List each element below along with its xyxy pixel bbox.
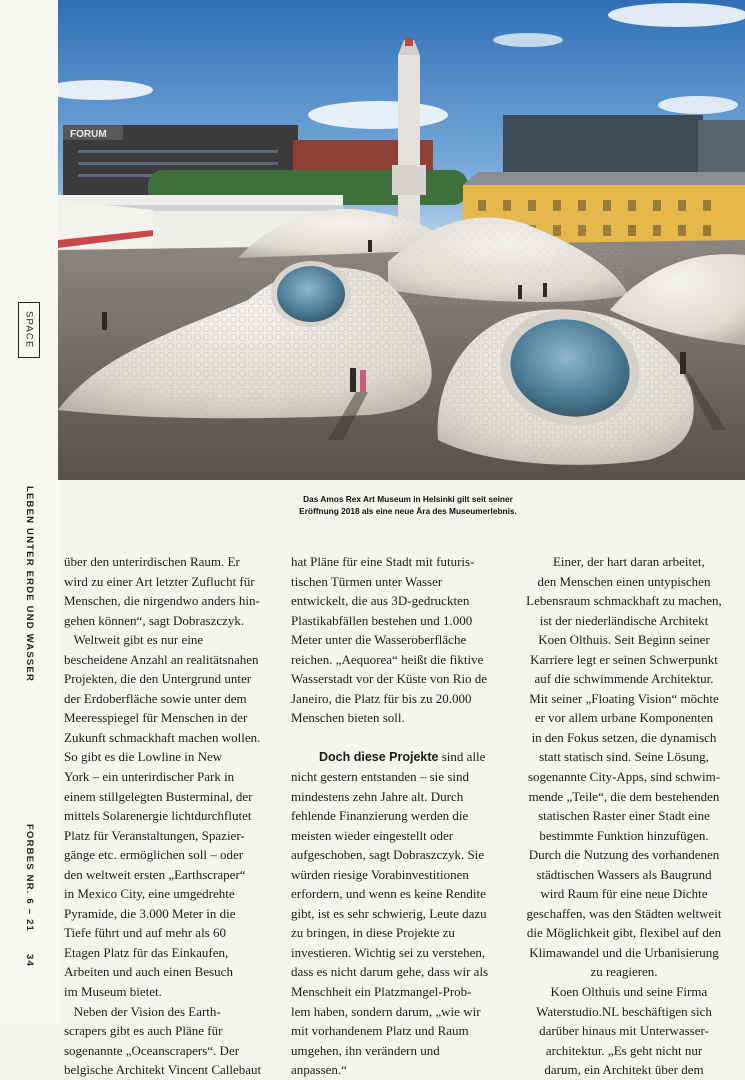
text-line: aufgeschoben, sagt Dobraszczyk. Sie [291, 847, 485, 863]
text-line: ist der niederländische Architekt [539, 612, 709, 628]
text-line: Meter unter die Wasseroberfläche [291, 632, 467, 648]
text-line: würden riesige Vorabinvestitionen [291, 866, 469, 882]
text-line: scrapers gibt es auch Pläne für [64, 1023, 223, 1039]
text-column-1 [64, 552, 280, 1080]
text-line: Menschen, die nirgendwo anders hin- [64, 593, 260, 609]
text-line: So gibt es die Lowline in New [64, 749, 223, 765]
text-line: im Museum bietet. [64, 984, 162, 1000]
text-line: umgehen, ihn verändern und [291, 1042, 440, 1058]
text-line: die Möglichkeit gibt, flexibel auf den [526, 925, 722, 941]
text-line: mende „Teile“, die dem bestehenden [528, 788, 720, 804]
text-line: statischen Raster einer Stadt eine [538, 808, 710, 824]
text-line: lem haben, sondern darum, „wie wir [291, 1003, 481, 1019]
text-line: statt statisch sind. Seine Lösung, [539, 749, 709, 765]
text-line: er vor allem urbane Komponenten [534, 710, 714, 726]
text-line: Menschheit ein Platzmangel-Prob- [291, 984, 472, 1000]
text-line: hat Pläne für eine Stadt mit futuris- [291, 554, 475, 569]
museum-photo [58, 0, 745, 480]
text-line: gibt, ist es sehr schwierig, Leute dazu [291, 905, 487, 921]
text-line: Karriere legt er seinen Schwerpunkt [530, 651, 718, 667]
lead-in-bold: Doch diese Projekte [319, 750, 439, 765]
text-line: mittels Solarenergie lichtdurchflutet [64, 808, 252, 824]
caption-line: Das Amos Rex Art Museum in Helsinki gilt seit seiner [303, 494, 513, 504]
text-line: Neben der Vision des Earth- [64, 1003, 221, 1019]
text-line: mindestens zehn Jahre alt. Durch [291, 788, 464, 804]
text-line: Janeiro, die Platz für bis zu 20.000 [291, 690, 472, 706]
text-line: Etagen Platz für das Einkaufen, [64, 944, 229, 960]
text-line: wird zu einer Art letzter Zuflucht für [64, 573, 255, 589]
page-number: 34 [24, 954, 35, 967]
text-line: Projekten, die den Untergrund unter [64, 671, 252, 687]
text-line: Durch die Nutzung des vorhandenen [528, 847, 720, 863]
text-line: Pyramide, die 3.000 Meter in die [64, 905, 236, 921]
text-line: Menschen bieten soll. [291, 710, 405, 726]
cloud [493, 33, 563, 47]
text-line: in Mexico City, eine umgedrehte [64, 886, 235, 902]
text-line: Koen Olthuis und seine Firma [540, 984, 708, 1000]
text-line: Mit seiner „Floating Vision“ möchte [529, 690, 719, 706]
text-column-2 [291, 552, 506, 1080]
text-line: Zukunft schmackhaft machen wollen. [64, 729, 261, 745]
text-line: fehlende Finanzierung werden die [291, 808, 469, 824]
text-line: sogenannte „Oceanscrapers“. Der [64, 1042, 240, 1058]
cloud [658, 96, 738, 114]
caption-line: Eröffnung 2018 als eine neue Ära des Museumerlebnis. [299, 505, 517, 516]
text-line: darüber hinaus mit Unterwasser- [539, 1023, 709, 1039]
text-line: tischen Türmen unter Wasser [291, 573, 443, 589]
text-line: zu bringen, in diese Projekte zu [291, 925, 455, 941]
text-line: den weltweit ersten „Earthscraper“ [64, 866, 246, 882]
cloud [308, 101, 448, 129]
text-line: anpassen.“ [291, 1062, 347, 1078]
text-line: bescheidene Anzahl an realitätsnahen [64, 651, 259, 667]
text-line: Platz für Veranstaltungen, Spazier- [64, 827, 245, 843]
text-line: Meeresspiegel für Menschen in der [64, 710, 248, 726]
text-line: einem stillgelegten Busterminal, der [64, 788, 253, 804]
text-line: Klimawandel und die Urbanisierung [529, 944, 719, 960]
text-line: Einer, der hart daran arbeitet, [543, 554, 705, 569]
text-line: dass es nicht darum gehe, dass wir als [291, 964, 489, 980]
text-line: sogenannte City-Apps, sind schwim- [527, 769, 721, 785]
text-line: darum, ein Architekt über dem [544, 1062, 704, 1078]
text-line: wird Raum für eine neue Dichte [540, 886, 708, 902]
text-column-3 [513, 552, 735, 1080]
issue-label: FORBES NR. 6 – 21 [24, 824, 35, 933]
running-title: LEBEN UNTER ERDE UND WASSER [24, 486, 35, 683]
text-line: Weltweit gibt es nur eine [64, 632, 204, 648]
text-line: auf die schwimmende Architektur. [534, 671, 714, 687]
text-line: erfordern, und wenn es keine Rendite [291, 886, 486, 902]
cloud [608, 3, 745, 27]
text-line: belgische Architekt Vincent Callebaut [64, 1062, 262, 1078]
text-line: architektur. „Es geht nicht nur [545, 1042, 703, 1058]
text-line: gehen können“, sagt Dobraszczyk. [64, 612, 245, 628]
text-line: Wasserstadt vor der Küste von Rio de [291, 671, 488, 687]
text-line: Plastikabfällen bestehen und 1.000 [291, 612, 473, 628]
text-line: meisten wieder eingestellt oder [291, 827, 454, 843]
text-line: gänge etc. ermöglichen soll – oder [64, 847, 244, 863]
text-line: investieren. Wichtig sei zu verstehen, [291, 944, 486, 960]
text-line: reichen. „Aequorea“ heißt die fiktive [291, 651, 484, 667]
text-line: Tiefe führt und auf mehr als 60 [64, 925, 226, 941]
text-line: Waterstudio.NL beschäftigen sich [536, 1003, 712, 1019]
text-line: in den Fokus setzen, die dynamisch [531, 729, 717, 745]
text-line: geschaffen, was den Städten weltweit [526, 905, 722, 921]
text-line: bestimmte Funktion hinzufügen. [539, 827, 709, 843]
forum-sign: FORUM [70, 129, 107, 140]
photo-caption [258, 494, 558, 517]
text-line: York – ein unterirdischer Park in [64, 769, 235, 785]
text-line: Lebensraum schmackhaft zu machen, [526, 593, 722, 609]
text-line: den Menschen einen untypischen [537, 573, 711, 589]
text-line: Koen Olthuis. Seit Beginn seiner [538, 632, 710, 648]
text-line: über den unterirdischen Raum. Er [64, 554, 240, 569]
text-line: Arbeiten und auch einen Besuch [64, 964, 233, 980]
text-line: der Erdoberfläche sowie unter dem [64, 690, 247, 706]
text-line: mit vorhandenem Platz und Raum [291, 1023, 469, 1039]
text-line: städtischen Wassers als Baugrund [536, 866, 712, 882]
text-line: zu reagieren. [590, 964, 658, 980]
lead-in-line [291, 747, 506, 767]
section-label: SPACE [23, 311, 35, 349]
lead-in-rest: sind alle [438, 749, 486, 765]
section-label-box [18, 302, 40, 358]
text-line: entwickelt, die aus 3D-gedruckten [291, 593, 470, 609]
text-line: nicht gestern entstanden – sie sind [291, 769, 469, 785]
